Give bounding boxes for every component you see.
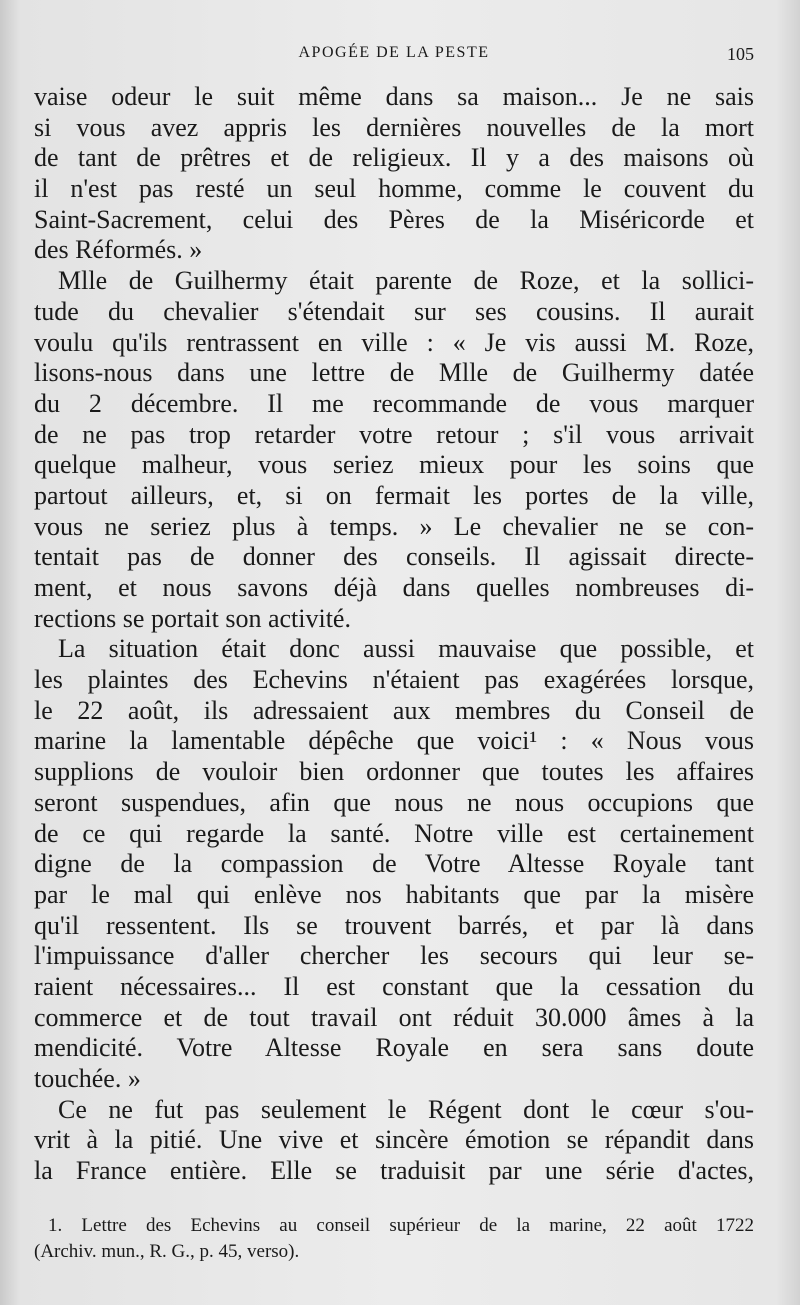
text-line: l'impuissance d'aller chercher les secours qui leur se-: [34, 941, 754, 971]
text-line: rections se portait son activité.: [34, 603, 351, 633]
text-line: tentait pas de donner des conseils. Il agissait directe-: [34, 542, 754, 572]
text-line: de ne pas trop retarder votre retour ; s'il vous arrivait: [34, 419, 754, 449]
body-text: [34, 82, 754, 1187]
text-line: quelque malheur, vous seriez mieux pour les soins que: [34, 450, 754, 480]
text-line: vous ne seriez plus à temps. » Le chevalier ne se con-: [34, 511, 754, 541]
text-line: La situation était donc aussi mauvaise que possible, et: [58, 634, 754, 664]
text-line: Mlle de Guilhermy était parente de Roze, et la sollici-: [58, 266, 754, 296]
text-line: des Réformés. »: [34, 235, 203, 265]
text-line: supplions de vouloir bien ordonner que toutes les affaires: [34, 757, 754, 787]
text-line: de tant de prêtres et de religieux. Il y a des maisons où: [34, 143, 754, 173]
text-line: seront suspendues, afin que nous ne nous occupions que: [34, 787, 754, 817]
text-line: du 2 décembre. Il me recommande de vous marquer: [34, 388, 754, 418]
text-line: marine la lamentable dépêche que voici¹ : « Nous vous: [34, 726, 754, 756]
text-line: commerce et de tout travail ont réduit 30.000 âmes à la: [34, 1002, 754, 1032]
text-line: voulu qu'ils rentrassent en ville : « Je vis aussi M. Roze,: [34, 327, 754, 357]
text-line: partout ailleurs, et, si on fermait les portes de la ville,: [34, 480, 754, 510]
text-line: mendicité. Votre Altesse Royale en sera sans doute: [34, 1033, 754, 1063]
text-line: si vous avez appris les dernières nouvelles de la mort: [34, 112, 754, 142]
text-line: Saint-Sacrement, celui des Pères de la Miséricorde et: [34, 204, 754, 234]
page-number: 105: [727, 44, 754, 64]
running-title: APOGÉE DE LA PESTE: [298, 44, 490, 61]
text-line: Ce ne fut pas seulement le Régent dont le cœur s'ou-: [58, 1094, 754, 1124]
text-line: il n'est pas resté un seul homme, comme le couvent du: [34, 174, 754, 204]
text-line: de ce qui regarde la santé. Notre ville est certainement: [34, 818, 754, 848]
text-line: la France entière. Elle se traduisit par une série d'actes,: [34, 1156, 754, 1186]
footnote-line: (Archiv. mun., R. G., p. 45, verso).: [34, 1241, 300, 1262]
text-line: ment, et nous savons déjà dans quelles nombreuses di-: [34, 573, 754, 602]
text-line: lisons-nous dans une lettre de Mlle de Guilhermy datée: [34, 358, 754, 388]
page-header: [34, 44, 754, 66]
text-line: vrit à la pitié. Une vive et sincère émotion se répandit dans: [34, 1125, 754, 1155]
text-line: qu'il ressentent. Ils se trouvent barrés, et par là dans: [34, 910, 754, 940]
text-line: raient nécessaires... Il est constant que la cessation du: [34, 971, 754, 1001]
text-line: par le mal qui enlève nos habitants que par la misère: [34, 879, 754, 909]
text-line: vaise odeur le suit même dans sa maison... Je ne sais: [34, 82, 754, 111]
text-line: digne de la compassion de Votre Altesse Royale tant: [34, 849, 754, 879]
text-line: tude du chevalier s'étendait sur ses cousins. Il aurait: [34, 296, 754, 326]
text-line: les plaintes des Echevins n'étaient pas exagérées lorsque,: [34, 665, 754, 695]
text-line: le 22 août, ils adressaient aux membres du Conseil de: [34, 695, 754, 725]
text-line: touchée. »: [34, 1064, 141, 1093]
footnotes: [34, 1213, 754, 1265]
footnote-line: 1. Lettre des Echevins au conseil supérieur de la marine, 22 août 1722: [48, 1215, 754, 1236]
